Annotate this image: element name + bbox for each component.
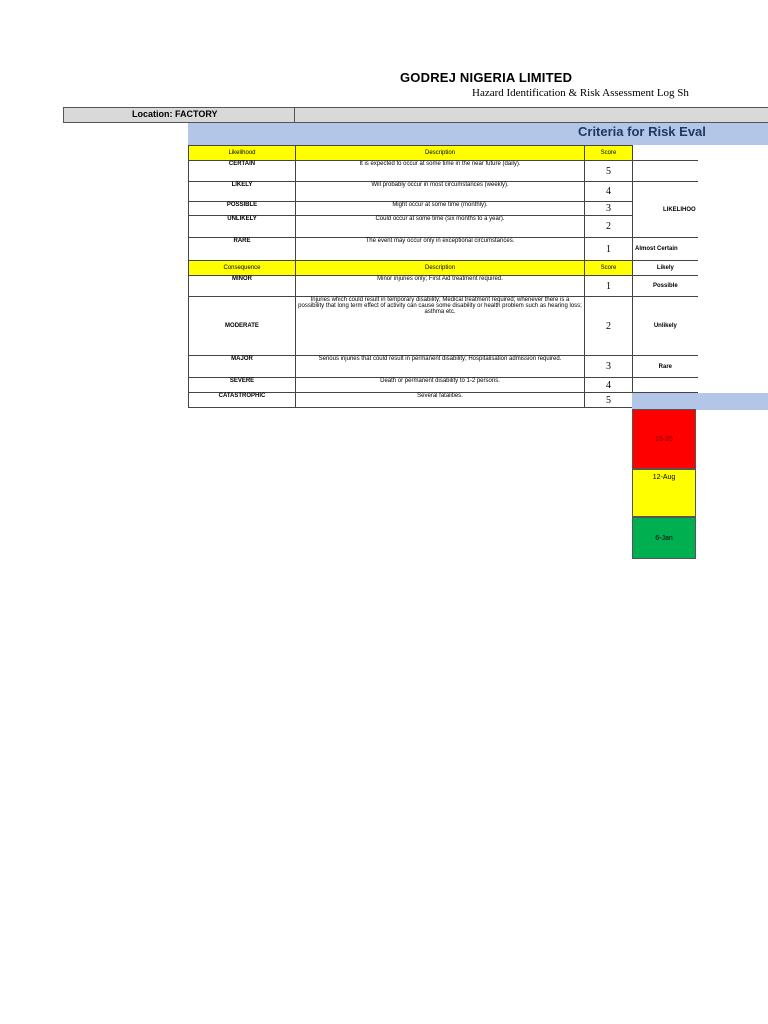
likelihood-score: 5	[585, 161, 633, 182]
likelihood-desc: The event may occur only in exceptional circumstances.	[296, 238, 585, 261]
risk-level-low: 6-Jan	[632, 517, 696, 559]
risk-level-medium: 12-Aug	[632, 469, 696, 517]
company-name: GODREJ NIGERIA LIMITED	[400, 70, 573, 85]
location-value-cell	[295, 107, 768, 123]
legend-band	[632, 393, 768, 410]
consequence-name: SEVERE	[189, 378, 296, 393]
sheet-subtitle: Hazard Identification & Risk Assessment Log Sh	[472, 87, 689, 99]
likelihood-header: Likelihood	[189, 146, 296, 161]
consequence-desc: Minor injuries only; First Aid treatment required.	[296, 276, 585, 297]
risk-criteria-table	[188, 145, 698, 408]
consequence-desc: Several fatalities.	[296, 393, 585, 408]
matrix-axis-label: LIKELIHOO	[633, 182, 698, 238]
likelihood-desc: It is expected to occur at some time in the near future (daily).	[296, 161, 585, 182]
likelihood-name: LIKELY	[189, 182, 296, 202]
likelihood-name: POSSIBLE	[189, 202, 296, 216]
consequence-score: 2	[585, 297, 633, 356]
consequence-desc: Death or permanent disability to 1-2 persons.	[296, 378, 585, 393]
matrix-row-label: Almost Certain	[633, 238, 698, 261]
likelihood-score: 3	[585, 202, 633, 216]
consequence-desc: Injuries which could result in temporary disability; Medical treatment required; whenever there is a possibility that long term effect of activity can cause some disability or health problem such as hearing loss; asthma etc.	[296, 297, 585, 356]
likelihood-score: 1	[585, 238, 633, 261]
consequence-name: MINOR	[189, 276, 296, 297]
matrix-row-label: Likely	[633, 261, 698, 276]
likelihood-score: 2	[585, 216, 633, 238]
consequence-name: CATASTROPHIC	[189, 393, 296, 408]
likelihood-desc: Might occur at some time (monthly).	[296, 202, 585, 216]
location-label: Location: FACTORY	[63, 107, 295, 123]
matrix-row-label: Rare	[633, 356, 698, 378]
likelihood-desc: Could occur at some time (six months to a year).	[296, 216, 585, 238]
likelihood-score-header: Score	[585, 146, 633, 161]
consequence-desc-header: Description	[296, 261, 585, 276]
criteria-title: Criteria for Risk Eval	[578, 124, 706, 139]
consequence-score-header: Score	[585, 261, 633, 276]
matrix-row-label: Unlikely	[633, 297, 698, 356]
likelihood-name: RARE	[189, 238, 296, 261]
consequence-desc: Serious injuries that could result in permanent disability; Hospitalisation admission required.	[296, 356, 585, 378]
consequence-header: Consequence	[189, 261, 296, 276]
consequence-score: 4	[585, 378, 633, 393]
matrix-row-label: Possible	[633, 276, 698, 297]
likelihood-score: 4	[585, 182, 633, 202]
consequence-score: 3	[585, 356, 633, 378]
matrix-cell	[633, 161, 698, 182]
likelihood-name: CERTAIN	[189, 161, 296, 182]
likelihood-desc: Will probably occur in most circumstances (weekly).	[296, 182, 585, 202]
risk-level-high: 15-25	[632, 409, 696, 469]
matrix-cell	[633, 378, 698, 393]
likelihood-name: UNLIKELY	[189, 216, 296, 238]
likelihood-desc-header: Description	[296, 146, 585, 161]
consequence-name: MODERATE	[189, 297, 296, 356]
consequence-score: 1	[585, 276, 633, 297]
matrix-cell	[633, 146, 698, 161]
consequence-name: MAJOR	[189, 356, 296, 378]
consequence-score: 5	[585, 393, 633, 408]
